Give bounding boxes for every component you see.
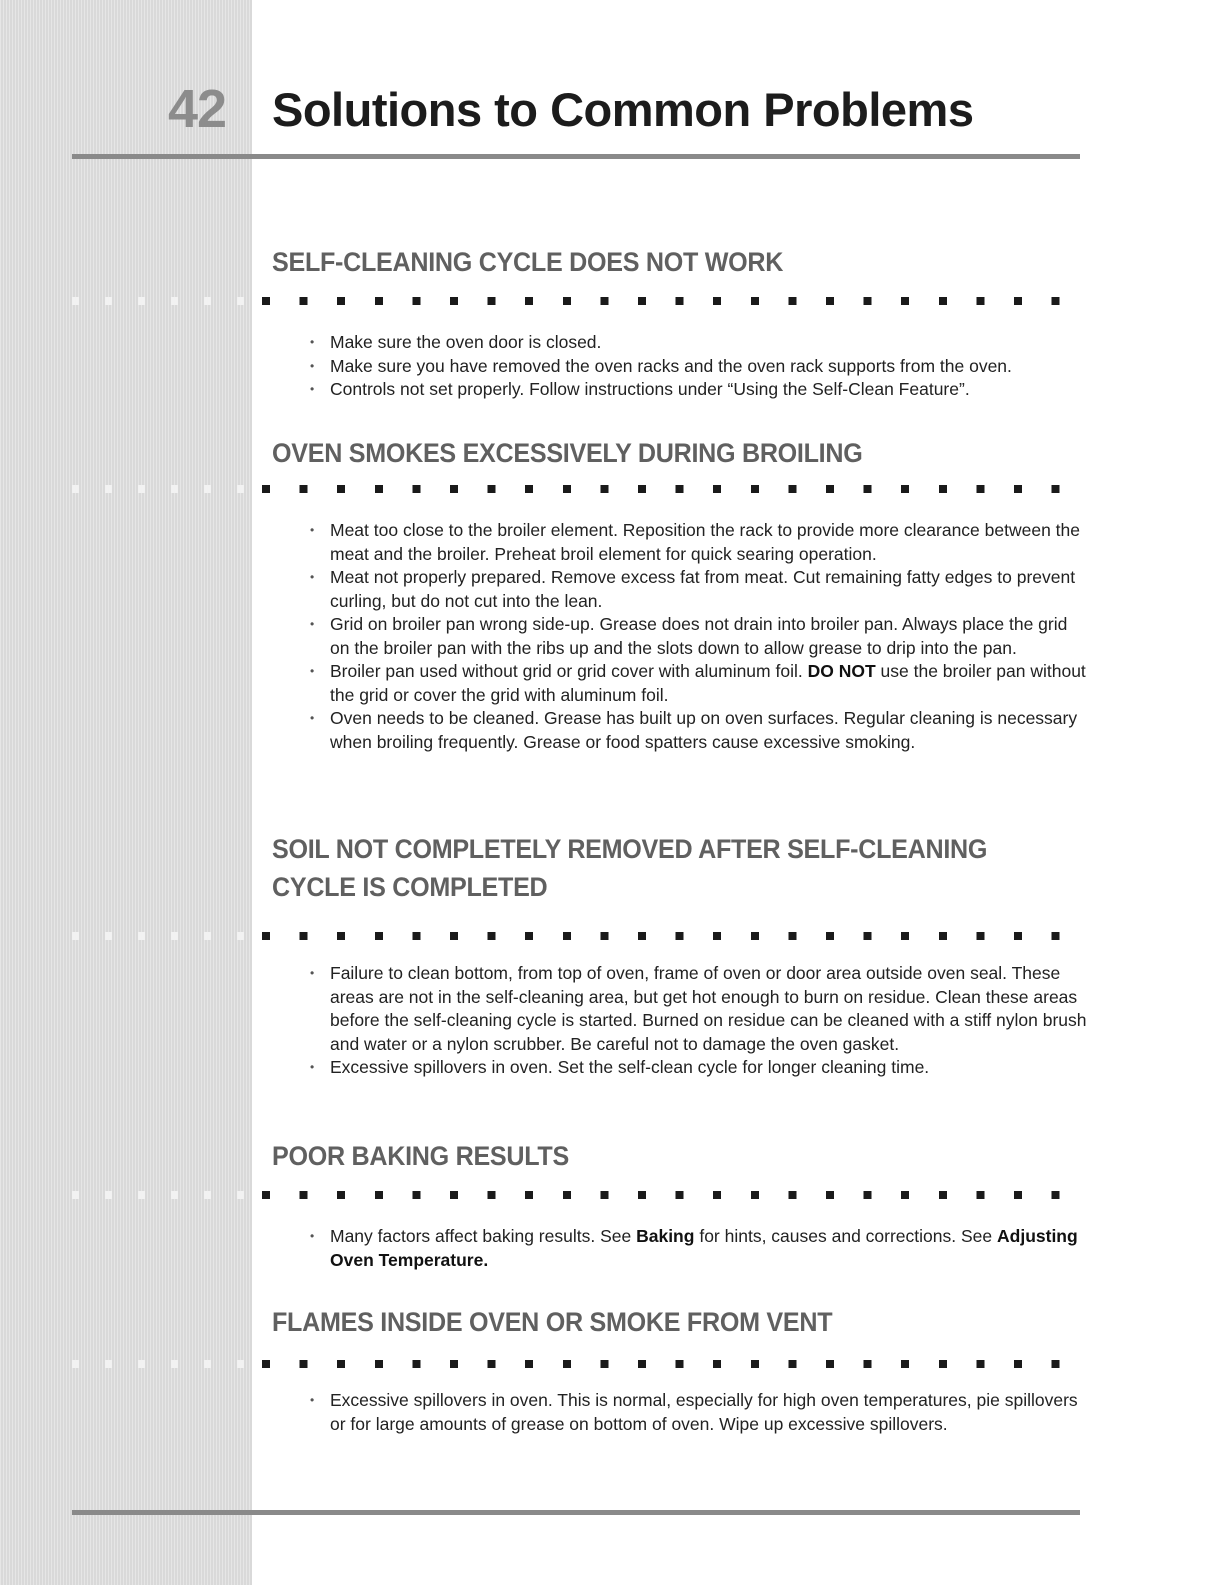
list-item: • Make sure the oven door is closed. [308,331,1088,355]
section-heading: OVEN SMOKES EXCESSIVELY DURING BROILING [272,438,863,468]
dotted-divider [72,297,1082,305]
list-item: • Excessive spillovers in oven. Set the self-clean cycle for longer cleaning time. [308,1056,1088,1080]
page-title: Solutions to Common Problems [272,83,974,136]
section-heading: SELF-CLEANING CYCLE DOES NOT WORK [272,247,784,277]
emphasis: DO NOT [807,661,876,681]
list-item: • Meat not properly prepared. Remove excess fat from meat. Cut remaining fatty edges to prevent curling, but do not cut into the lean. [308,566,1088,613]
section-heading-line2: CYCLE IS COMPLETED [272,872,548,902]
section-smokes-heading [272,434,1092,472]
list-item: • Many factors affect baking results. See Baking for hints, causes and corrections. See Adjusting Oven Temperature. [308,1225,1088,1272]
section-smokes-list [308,519,1088,754]
bottom-rule [72,1510,1080,1515]
section-flames-heading [272,1303,1092,1341]
section-heading: FLAMES INSIDE OVEN OR SMOKE FROM VENT [272,1307,833,1337]
adjusting-temp-reference: Adjusting Oven Temperature. [330,1226,1078,1270]
page-number: 42 [168,79,227,139]
dotted-divider [72,932,1082,940]
list-item: • Broiler pan used without grid or grid cover with aluminum foil. DO NOT use the broiler pan without the grid or cover the grid with aluminum foil. [308,660,1088,707]
section-heading: POOR BAKING RESULTS [272,1141,569,1171]
section-soil-list [308,962,1088,1080]
list-item: • Oven needs to be cleaned. Grease has built up on oven surfaces. Regular cleaning is necessary when broiling frequently. Grease or food spatters cause excessive smoking. [308,707,1088,754]
section-baking-heading [272,1137,1092,1175]
list-item: • Meat too close to the broiler element. Reposition the rack to provide more clearance between the meat and the broiler. Preheat broil element for quick searing operation. [308,519,1088,566]
dotted-divider [72,1191,1082,1199]
baking-reference: Baking [636,1226,695,1246]
list-item: • Excessive spillovers in oven. This is normal, especially for high oven temperatures, pie spillovers or for large amounts of grease on bottom of oven. Wipe up excessive spillovers. [308,1389,1088,1436]
list-item: • Grid on broiler pan wrong side-up. Grease does not drain into broiler pan. Always place the grid on the broiler pan with the ribs up and the slots down to allow grease to drip into the pan. [308,613,1088,660]
section-flames-list [308,1389,1088,1436]
top-rule [72,154,1080,159]
sidebar-band [0,0,252,1585]
section-soil-heading [272,830,1092,906]
list-item: • Make sure you have removed the oven racks and the oven rack supports from the oven. [308,355,1088,379]
section-self-cleaning-list [308,331,1088,402]
section-self-cleaning-heading [272,243,1092,281]
dotted-divider [72,1360,1082,1368]
dotted-divider [72,485,1082,493]
list-item: • Failure to clean bottom, from top of oven, frame of oven or door area outside oven seal. These areas are not in the self-cleaning area, but get hot enough to burn on residue. Clean these areas before the self-cleaning cycle is started. Burned on residue can be cleaned with a stiff nylon brush and water or a nylon scrubber. Be careful not to damage the oven gasket. [308,962,1088,1056]
section-baking-list [308,1225,1088,1272]
section-heading-line1: SOIL NOT COMPLETELY REMOVED AFTER SELF-CLEANING [272,834,988,864]
list-item: • Controls not set properly. Follow instructions under “Using the Self-Clean Feature”. [308,378,1088,402]
